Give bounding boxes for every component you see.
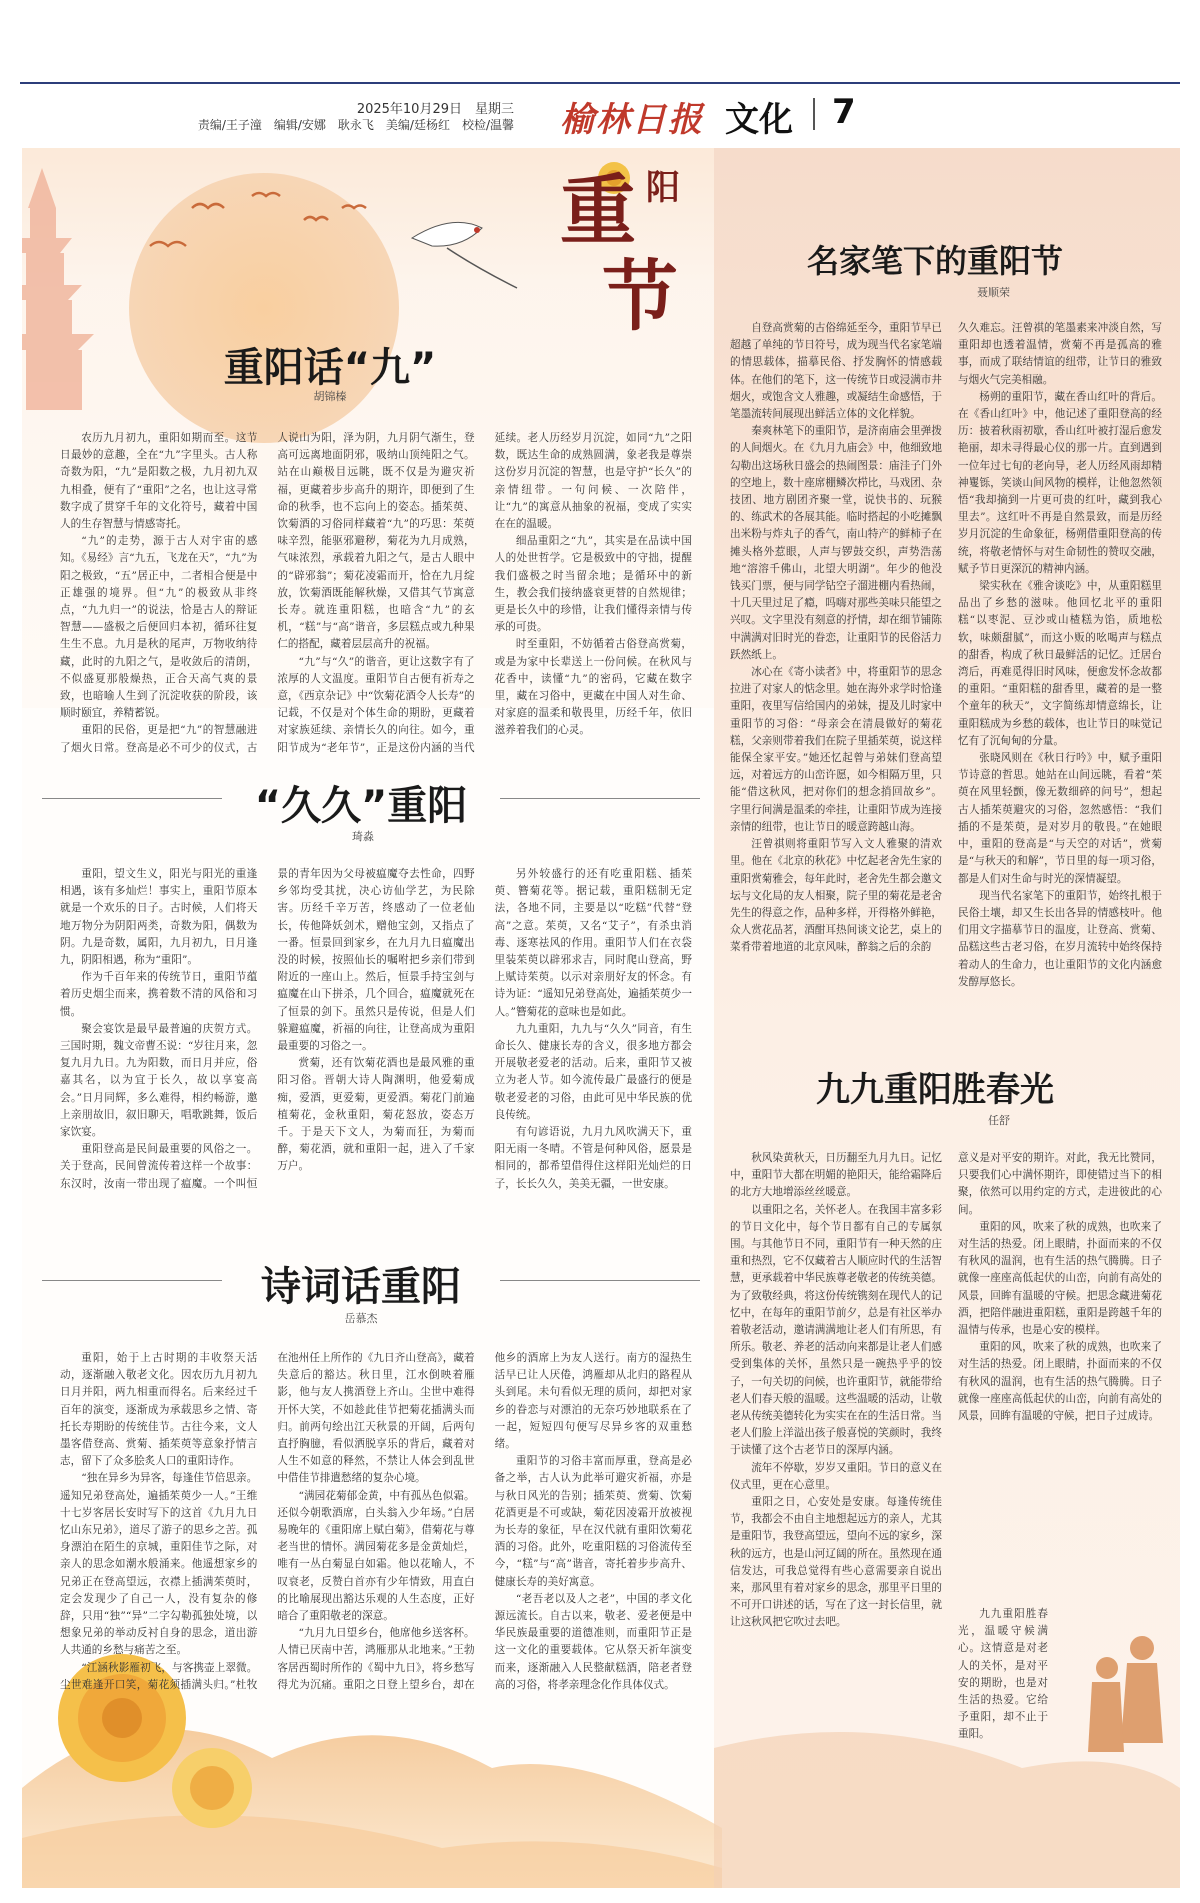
article-3-rule-left — [42, 1280, 222, 1281]
article-4-title: 名家笔下的重阳节 — [806, 242, 1063, 280]
article-3-body — [60, 1350, 692, 1768]
article-3-paragraph: 重阳节的习俗丰富而厚重，登高是必备之举，古人认为此举可避灾祈福，亦是与秋日风光的告别；插茱萸、赏菊、饮菊花酒更是不可或缺，菊花因凌霜开放被视为长寿的象征，早在汉代就有重阳饮菊花酒的习俗。此外，吃重阳糕的习俗流传至今，“糕”与“高”谐音，寄托着步步高升、健康长寿的美好寓意。 — [494, 1455, 692, 1588]
article-1-author: 胡锦榛 — [313, 390, 347, 403]
article-5-paragraph: 意义是对平安的期许。对此，我无比赞同，只要我们心中满怀期许，即使错过当下的相聚，依然可以用约定的方式，走进彼此的心间。 — [958, 1152, 1162, 1216]
article-3-author: 岳慕杰 — [344, 1312, 378, 1325]
banner-char-2: 阳 — [646, 168, 680, 208]
article-2-paragraph: 聚会宴饮是最早最普遍的庆贺方式。三国时期，魏文帝曹丕说：“岁往月来，忽复九月九日。九为阳数，而日月并应，俗嘉其名，以为宜于长久，故以享宴高会。”日月同辉，多么难得，相约畅游，邀上亲朋故旧，叙旧聊天，唱歌跳舞，饭后家饮宴。 — [60, 1022, 258, 1139]
article-5-body-left — [730, 1150, 942, 1770]
article-2-paragraph: 作为千百年来的传统节日，重阳节蕴着历史烟尘而来，携着数不清的风俗和习惯。 — [60, 971, 258, 1018]
article-4-paragraph: 杨朔的重阳节，藏在香山红叶的背后。在《香山红叶》中，他记述了重阳登高的经历：披着秋雨初歇，香山红叶被打湿后愈发艳丽，却未寻得最心仪的那一片。直到遇到一位年过七旬的老向导，老人历经风雨却精神矍铄，笑谈山间风物的模样，让他忽然领悟“我却摘到一片更可贵的红叶，藏到我心里去”。这红叶不再是自然景致，而是历经岁月沉淀的生命象征，杨朔借重阳登高的传统，将敬老情怀与对生命韧性的赞叹交融，赋予节日更深沉的精神内涵。 — [958, 390, 1162, 575]
article-3-paragraph: “满园花菊郁金黄，中有孤丛色似霜。还似今朝歌酒席，白头翁入少年场。”白居易晚年的《重阳席上赋白菊》，借菊花与尊老当世的情怀。满园菊花多是金黄灿烂，唯有一丛白菊显白如霜。他以花喻人，不叹衰老，反赞白首亦有少年情致，用直白的比喻展现出豁达乐观的人生态度，正好暗合了重阳敬老的深意。 — [277, 1489, 475, 1623]
article-2-paragraph: 九九重阳，九九与“久久”同音，有生命长久、健康长寿的含义，很多地方都会开展敬老爱老的活动。后来，重阳节又被立为老人节。如今流传最广最盛行的便是敬老爱老的习俗，由此可见中华民族的优良传统。 — [494, 1022, 692, 1121]
article-4-body-left — [730, 320, 942, 1110]
article-4-paragraph: 汪曾祺则将重阳节写入文人雅聚的清欢里。他在《北京的秋花》中忆起老舍先生家的重阳赏菊雅会，每年此时，老舍先生都会邀文坛与文化局的友人相聚，院子里的菊花是老舍先生的得意之作，品种多样，开得格外鲜艳，众人赏花品茗，酒酣耳热间谈文论艺，桌上的菜肴带着地道的北京风味，醉翁之后的余韵 — [730, 838, 942, 954]
article-1-body — [60, 430, 692, 802]
issue-date: 2025年10月29日 星期三 — [356, 102, 514, 117]
article-5-paragraph: 以重阳之名，关怀老人。在我国丰富多彩的节日文化中，每个节日都有自己的专属氛围。与其他节日不同，重阳节有一种天然的庄重和热烈，它不仅藏着古人顺应时代的生活智慧，更承载着中华民族尊老敬老的传统美德。为了致敬经典，将这份传统镌刻在现代人的记忆中，在每年的重阳节前夕，总是有社区举办着敬老活动，邀请满满地让老人们有所思，有所乐。敬老、养老的活动向来都是让老人们感受到集体的关怀，虽然只是一碗热乎乎的饺子，一句关切的问候，也许重阳节，就能带给老人们春天般的温暖。这些温暖的活动，让敬老从传统美德转化为实实在在的生活日常。当老人们脸上洋溢出孩子般喜悦的笑颜时，我终于读懂了这个古老节日的深厚内涵。 — [730, 1203, 942, 1457]
article-3-paragraph: “独在异乡为异客，每逢佳节倍思亲。遥知兄弟登高处，遍插茱萸少一人。”王维十七岁客居长安时写下的这首《九月九日忆山东兄弟》，道尽了游子的思乡之苦。孤身漂泊在陌生的京城，重阳佳节之际，对亲人的思念如潮水般涌来。他遥想家乡的兄弟正在登高望远，衣襟上插满茱萸时，定会发现少了自己一人，没有复杂的修辞，只用“独”“异”二字勾勒孤独处境，以想象兄弟的举动反衬自身的思念，道出游人共通的乡愁与痛苦之至。 — [60, 1472, 258, 1657]
article-2-body — [60, 866, 692, 1266]
article-1-paragraph: 农历九月初九，重阳如期而至。这节日最妙的意趣，全在“九”字里头。古人称奇数为阳，“九”是阳数之极，九月初九双九相叠，便有了“重阳”之名，也让这寻常数字成了贯穿千年的文化符号，藏着中国人的生存智慧与情感寄托。 — [60, 432, 258, 531]
article-1-paragraph: 细品重阳之“九”，其实是在品读中国人的处世哲学。它是极致中的守拙，提醒我们盛极之时当留余地；是循环中的新生，教会我们接纳盛衰更替的自然规律；更是长久中的珍惜，让我们懂得亲情与传承的可贵。 — [494, 535, 692, 634]
article-1-paragraph: “九”的走势，源于古人对宇宙的感知。《易经》言“九五，飞龙在天”，“九”为阳之极致，“五”居正中，二者相合便是中正雄强的境界。但“九”的极致从非终点，“九九归一”的说法，恰是古人的辩证智慧——盛极之后便回归本初，循环往复生生不息。九月是秋的尾声，万物收纳待藏，此时的九阳之气，是收敛后的清朗，不似盛夏那般燥热，正合天高气爽的景致，也暗喻人生到了沉淀收获的阶段，该顺时颐宜，养精蓄锐。 — [60, 535, 258, 720]
article-5-paragraph: 流年不停歇，岁岁又重阳。节日的意义在仪式里，更在心意里。 — [730, 1461, 942, 1491]
article-2-title: “久久”重阳 — [254, 783, 468, 829]
article-5-paragraph: 重阳之日，心安处是安康。每逢传统佳节，我都会不由自主地想起远方的亲人，尤其是重阳节，我登高望远，望向不远的家乡，深秋的远方，也是山河辽阔的所在。虽然现在通信发达，可我总觉得有些心意需要亲自说出来，那风里有着对家乡的思念，那里平日里的不可开口讲述的话，写在了这一封长信里，就让这秋风把它吹过去吧。 — [730, 1496, 942, 1629]
article-3-paragraph: “老吾老以及人之老”，中国的孝文化源远流长。自古以来，敬老、爱老便是中华民族最重要的道德准则，而重阳节正是这一文化的重要载体。它从祭天祈年演变而来，逐渐融入人民整献糕酒，陪老者登高的习俗，将孝亲理念化作具体仪式。 — [494, 1592, 692, 1691]
article-5-paragraph: 重阳的风，吹来了秋的成熟，也吹来了对生活的热爱。闭上眼睛，扑面而来的不仅有秋风的温润，也有生活的热气腾腾。日子就像一座座高低起伏的山峦，向前有高处的风景，回眸有温暖的守候，把日子过成诗。 — [958, 1341, 1162, 1423]
article-1-paragraph: 时至重阳，不妨循着古俗登高赏菊，或是为家中长辈送上一份问候。在秋风与花香中，读懂“九”的密码，它藏在数字里，藏在习俗中，更藏在中国人对生命、对家庭的温柔和敬畏里，历经千年，依旧滋养着我们的心灵。 — [494, 638, 692, 737]
article-5-paragraph: 秋风染黄秋天，日历翻至九月九日。记忆中，重阳节大都在明媚的艳阳天，能给霜降后的北方大地增添丝丝暖意。 — [730, 1152, 942, 1199]
article-4-paragraph: 张晓风则在《秋日行吟》中，赋予重阳节诗意的哲思。她站在山间远眺，看着“茱萸在风里轻颤，像无数细碎的问号”，想起古人插茱萸避灾的习俗，忽然感悟：“我们插的不是茱萸，是对岁月的敬畏。”在她眼中，重阳的登高是“与天空的对话”，赏菊是“与秋天的和解”，节日里的每一项习俗，都是人们对生命与时光的深情凝望。 — [958, 752, 1162, 885]
article-4-body-right — [958, 320, 1162, 1110]
article-1-title: 重阳话“九” — [223, 345, 437, 391]
article-4-paragraph: 自登高赏菊的古俗绵延至今，重阳节早已超越了单纯的节日符号，成为现当代名家笔端的情思载体，描摹民俗、抒发胸怀的情感载体。在他们的笔下，这一传统节日或浸满市井烟火，或饱含文人雅趣，或凝结生命感悟，于笔墨流转间展现出鲜活立体的文化样貌。 — [730, 322, 942, 421]
article-4-paragraph: 秦爽林笔下的重阳节，是济南庙会里弹拨的人间烟火。在《九月九庙会》中，他细致地勾勒出这场秋日盛会的热闹图景：庙洼子门外的空地上，数十座席棚鳞次栉比，马戏团、杂技团、地方剧团齐聚一堂，说快书的、玩猴的、练武术的各展其能。临时搭起的小吃摊飘出米粉与炸丸子的香气，南山特产的鲜柿子在摊头格外惹眼，人声与锣鼓交织，声势浩荡地“溶溶千佛山，北望大明湖”。年少的他没钱买门票，便与同学钻空子溜进棚内看热闹，十几天里过足了瘾，吗嗨对那些美味只能望之兴叹。文字里没有刻意的抒情，却在细节铺陈中满满对旧时光的眷恋，让重阳节的民俗活力跃然纸上。 — [730, 425, 942, 661]
article-4-paragraph: 现当代名家笔下的重阳节，始终扎根于民俗土壤，却又生长出各异的情感枝叶。他们用文字描摹节日的温度，让登高、赏菊、品糕这些古老习俗，在岁月流转中始终保持着动人的生命力，也让重阳节的文化内涵愈发醇厚悠长。 — [958, 889, 1162, 988]
article-3-paragraph: “江涵秋影雁初飞，与客携壶上翠微。尘世难逢开口笑，菊花须插满头归。”杜牧在池州任上所作的《九日齐山登高》，藏着失意后的豁达。秋日里，江水倒映着雁影，他与友人携酒登上齐山。尘世中难得开怀大笑，不如趁此佳节把菊花插满头而归。前两句绘出江天秋景的开阔，后两句直抒胸臆，看似洒脱享乐的背后，藏着对人生不如意的释然，不禁让人体会到乱世中借佳节排遣愁绪的复杂心境。 — [60, 1352, 475, 1691]
editor-credits: 责编/王子潼 编辑/安娜 耿永飞 美编/廷杨红 校检/温馨 — [197, 118, 514, 132]
article-4-author: 聂顺荣 — [977, 286, 1010, 299]
article-5-title: 九九重阳胜春光 — [816, 1070, 1054, 1110]
article-1-paragraph: “九”与“久”的谐音，更让这数字有了浓厚的人文温度。重阳节自古便有祈寿之意，《西京杂记》中“饮菊花酒令人长寿”的记载，不仅是对个体生命的期盼，更藏着对家族延续、亲情长久的向往。如今，重阳节成为“老年节”，正是这份内涵的当代延续。老人历经岁月沉淀，如同“九”之阳数，既达生命的成熟圆满，象老我是尊崇这份岁月沉淀的智慧，也是守护“长久”的亲情纽带。一句问候、一次陪伴，让“九”的寓意从抽象的祝福，变成了实实在在的温暖。 — [277, 432, 692, 754]
article-2-rule-right — [500, 798, 700, 799]
article-5-author: 任舒 — [988, 1114, 1010, 1127]
article-5-paragraph: 重阳的风，吹来了秋的成熟，也吹来了对生活的热爱。闭上眼睛，扑面而来的不仅有秋风的温润，也有生活的热气腾腾。日子就像一座座高低起伏的山峦，向前有高处的风景，回眸有温暖的守候。把思念藏进菊花酒，把陪伴融进重阳糕，重阳是跨越千年的温情与传承，也是心安的模样。 — [958, 1220, 1162, 1337]
article-2-paragraph: 有句谚语说，九月九风吹满天下，重阳无雨一冬晴。不管是何种风俗，愿景是相同的，都希望借得住这样阳光灿烂的日子，长长久久，美美无疆，一世安康。 — [494, 1126, 692, 1190]
article-4-paragraph: 冰心在《寄小读者》中，将重阳节的思念拉进了对家人的惦念里。她在海外求学时恰逢重阳，夜里写信给国内的弟妹，提及儿时家中重阳节的习俗：“母亲会在清晨做好的菊花糕，父亲则带着我们在院子里插茱萸，说这样能保全家平安。”她还忆起曾与弟妹们登高望远，对着远方的山峦许愿，如今相隔万里，只能“借这秋风，把对你们的想念捎回故乡”。字里行间满是温柔的牵挂，让重阳节成为连接亲情的纽带，也让节日的暖意跨越山海。 — [730, 666, 942, 833]
banner-char-3: 节 — [602, 252, 678, 341]
article-5-body-tail — [958, 1606, 1048, 1746]
masthead-rule — [20, 82, 1180, 84]
article-4-paragraph: 久久难忘。汪曾祺的笔墨素来冲淡自然，写重阳却也透着温情，赏菊不再是孤高的雅事，而成了联结情谊的纽带，让节日的雅致与烟火气完美相融。 — [958, 322, 1162, 386]
page-number: 7 — [832, 92, 856, 132]
masthead — [20, 92, 1180, 140]
article-1-paragraph: 重阳的民俗，更是把“九”的智慧融进了烟火日常。登高是必不可少的仪式，古人说山为阳，泽为阴，九月阴气渐生，登高可远离地面阴邪，吸纳山顶纯阳之气。站在山巅极目远眺，既不仅是为避灾祈福，更藏着步步高升的期许，即便到了生命的秋季，也不忘向上的姿态。插茱萸、饮菊酒的习俗同样藏着“九”的巧思：茱萸味辛烈，能驱邪避秽，菊花为九月成熟，气味浓烈，承载着九阳之气，是古人眼中的“辟邪翁”；菊花凌霜而开，恰在九月绽放，饮菊酒既能解秋燥，又借其气节寓意长寿。就连重阳糕，也暗含“九”的玄机，“糕”与“高”谐音，多层糕点或九种果仁的搭配，藏着层层高升的祝福。 — [60, 432, 475, 754]
article-2-paragraph: 赏菊，还有饮菊花酒也是最风雅的重阳习俗。晋朝大诗人陶渊明，他爱菊成痴，爱酒，更爱菊，更爱酒。菊花门前遍植菊花，金秋重阳，菊花怒放，姿态万千。于是天下文人，为菊而狂，为菊而醉，菊花酒，就和重阳一起，进入了千家万户。 — [277, 1057, 475, 1173]
article-3-paragraph: “九月九日望乡台，他席他乡送客杯。人情已厌南中苦，鸿雁那从北地来。”王勃客居西蜀时所作的《蜀中九日》，将乡愁写得尤为沉痛。重阳之日登上望乡台，却在他乡的酒席上为友人送行。南方的湿热生活早已让人厌倦，鸿雁却从北归的路程从头到尾。未句看似无理的质问，却把对家乡的眷恋与对漂泊的无奈巧妙地联系在了一起，短短四句便写尽异乡客的双重愁绪。 — [277, 1352, 692, 1691]
article-5-paragraph: 九九重阳胜春光，温暖守候满心。这情意是对老人的关怀，是对平安的期盼，也是对生活的热爱。它给予重阳，却不止于重阳。 — [958, 1608, 1048, 1741]
article-3-title: 诗词话重阳 — [261, 1264, 461, 1310]
article-3-paragraph: 重阳，始于上古时期的丰收祭天活动，逐渐融入敬老文化。因农历九月初九日月并阳，两九相重而得名。后来经过千百年的演变，逐渐成为承载思乡之情、寄托长寿期盼的传统佳节。古往今来，文人墨客借登高、赏菊、插茱萸等意象抒情言志，留下了众多脍炙人口的重阳诗作。 — [60, 1352, 258, 1468]
article-5-body-right — [958, 1150, 1162, 1600]
newspaper-logo: 榆林日报 — [560, 100, 704, 140]
article-2-rule-left — [42, 798, 222, 799]
article-2-author: 琦淼 — [352, 830, 374, 843]
section-name: 文化 — [725, 100, 793, 140]
article-2-paragraph: 重阳登高是民间最重要的风俗之一。关于登高，民间曾流传着这样一个故事：东汉时，汝南一带出现了瘟魔。一个叫恒景的青年因为父母被瘟魔夺去性命，四野乡邻均受其扰，决心访仙学艺，为民除害。历经千辛万苦，终感动了一位老仙长，传他降妖剑术，赠他宝剑，又指点了一番。恒景回到家乡，在九月九日瘟魔出没的时候，按照仙长的嘱咐把乡亲们带到附近的一座山上。然后，恒景手持宝剑与瘟魔在山下拼杀，几个回合，瘟魔就死在了恒景的剑下。虽然只是传说，但是人们躲避瘟魔，祈福的向往，让登高成为重阳最重要的习俗之一。 — [60, 868, 475, 1190]
article-2-paragraph: 重阳，望文生义，阳光与阳光的重逢相遇，该有多灿烂！事实上，重阳节原本就是一个欢乐的日子。古时候，人们将天地万物分为阴阳两类，奇数为阳，偶数为阴。九是奇数，属阳，九月初九，日月逢九，阴阳相遇，称为“重阳”。 — [60, 868, 258, 967]
article-4-paragraph: 梁实秋在《雅舍谈吃》中，从重阳糕里品出了乡愁的滋味。他回忆北平的重阳糕“以枣泥、豆沙或山楂糕为馅，质地松软，味颇甜腻”，而这小贩的吆喝声与糕点的甜香，构成了秋日最鲜活的记忆。迁居台湾后，再难觅得旧时风味，便愈发怀念故都的重阳。“重阳糕的甜香里，藏着的是一整个童年的秋天”，文字简练却情意绵长，让重阳糕成为乡愁的载体，也让节日的味觉记忆有了沉甸甸的分量。 — [958, 580, 1162, 747]
masthead-separator — [813, 98, 815, 130]
article-3-rule-right — [500, 1280, 700, 1281]
festival-banner — [560, 150, 710, 390]
article-2-paragraph: 另外较盛行的还有吃重阳糕、插茱萸、簪菊花等。据记载，重阳糕制无定法，各地不同，主要是以“吃糕”代替“登高”之意。茱萸，又名“艾子”，有杀虫消毒、逐寒祛风的作用。重阳节人们在衣袋里装茱萸以辟邪求吉，同时爬山登高，野上赋诗茱萸。以示对亲朋好友的怀念。有诗为证：“遥知兄弟登高处，遍插茱萸少一人。”簪菊花的意味也是如此。 — [494, 868, 692, 1018]
banner-char-1: 重 — [560, 166, 636, 255]
